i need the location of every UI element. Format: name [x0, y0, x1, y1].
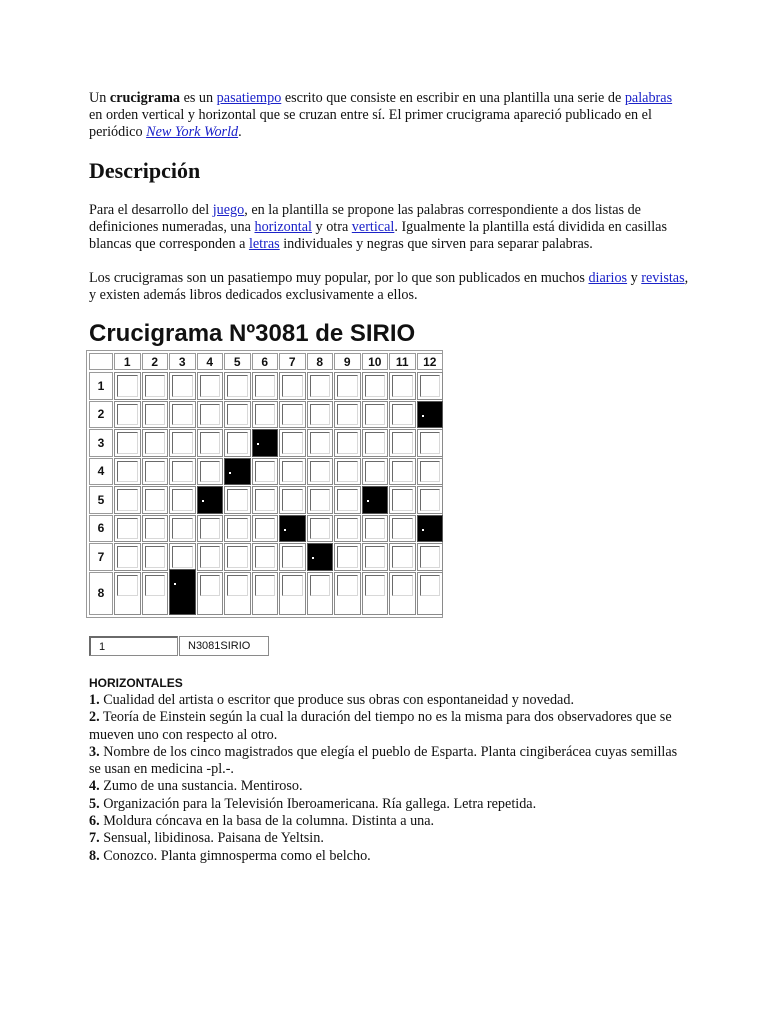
- black-cell: [169, 569, 196, 615]
- crossword-cell[interactable]: [142, 543, 169, 571]
- crossword-cell[interactable]: [197, 515, 224, 543]
- link-horizontal[interactable]: horizontal: [254, 219, 312, 235]
- crossword-cell[interactable]: [334, 543, 361, 571]
- paragraph-text: , y existen además libros dedicados exclusivamente a ellos.: [89, 270, 689, 303]
- crossword-cell[interactable]: [114, 458, 141, 486]
- intro-text: en orden vertical y horizontal que se cruzan entre sí. El primer crucigrama apareció publicado en el periódico: [89, 107, 652, 140]
- paragraph-text: y otra: [312, 219, 352, 235]
- row-header: 8: [89, 572, 113, 615]
- crossword-cell[interactable]: [307, 429, 334, 457]
- crossword-cell[interactable]: [224, 572, 251, 615]
- crossword-cell[interactable]: [279, 486, 306, 514]
- clue-text: Zumo de una sustancia. Mentiroso.: [99, 778, 303, 795]
- clue-item: [89, 796, 689, 813]
- crossword-cell[interactable]: [114, 543, 141, 571]
- link-vertical[interactable]: vertical: [351, 219, 395, 235]
- crossword-cell[interactable]: [362, 372, 389, 400]
- crossword-cell[interactable]: [252, 401, 279, 429]
- crossword-cell[interactable]: [417, 458, 444, 486]
- clue-item: [89, 830, 689, 847]
- crossword-cell[interactable]: [252, 572, 279, 615]
- crossword-cell[interactable]: [334, 486, 361, 514]
- crossword-cell[interactable]: [142, 372, 169, 400]
- crossword-cell[interactable]: [197, 458, 224, 486]
- link-juego[interactable]: juego: [212, 202, 245, 218]
- crossword-cell[interactable]: [142, 486, 169, 514]
- crossword-cell[interactable]: [417, 543, 444, 571]
- crossword-cell[interactable]: [142, 401, 169, 429]
- crossword-cell[interactable]: [169, 401, 196, 429]
- link-revistas[interactable]: revistas: [641, 270, 685, 286]
- row-header: 5: [89, 486, 113, 514]
- crossword-cell[interactable]: [114, 429, 141, 457]
- column-header: 11: [389, 353, 416, 370]
- link-palabras[interactable]: palabras: [624, 90, 673, 106]
- crossword-cell[interactable]: [114, 515, 141, 543]
- crossword-cell[interactable]: [197, 401, 224, 429]
- clue-number: 6.: [89, 813, 100, 830]
- clue-text: Organización para la Televisión Iberoamericana. Ría gallega. Letra repetida.: [99, 795, 537, 812]
- crossword-cell[interactable]: [362, 429, 389, 457]
- column-header: 1: [114, 353, 141, 370]
- row-header: 7: [89, 543, 113, 571]
- crossword-cell[interactable]: [279, 458, 306, 486]
- crossword-cell[interactable]: [279, 372, 306, 400]
- black-cell: [362, 486, 389, 514]
- crossword-cell[interactable]: [197, 572, 224, 615]
- crossword-cell[interactable]: [169, 458, 196, 486]
- clue-item: [89, 813, 689, 830]
- crossword-cell[interactable]: [169, 486, 196, 514]
- crossword-cell[interactable]: [142, 458, 169, 486]
- crossword-cell[interactable]: [142, 429, 169, 457]
- crossword-cell[interactable]: [224, 401, 251, 429]
- crossword-cell[interactable]: [224, 486, 251, 514]
- paragraph-text: individuales y negras que sirven para separar palabras.: [279, 236, 593, 252]
- grid-corner: [89, 353, 113, 370]
- paragraph-text: . Igualmente la plantilla está dividida en casillas blancas que corresponden a: [89, 219, 667, 252]
- crossword-cell[interactable]: [334, 458, 361, 486]
- crossword-cell[interactable]: [389, 515, 416, 543]
- row-header: 3: [89, 429, 113, 457]
- crossword-cell[interactable]: [279, 543, 306, 571]
- black-cell: [417, 401, 444, 429]
- crossword-cell[interactable]: [142, 572, 169, 615]
- row-header: 2: [89, 401, 113, 429]
- clue-number: 4.: [89, 778, 100, 795]
- crossword-cell[interactable]: [307, 515, 334, 543]
- crossword-cell[interactable]: [142, 515, 169, 543]
- clue-text: Teoría de Einstein según la cual la duración del tiempo no es la misma para dos observadores que se mueven uno con respecto al otro.: [89, 709, 672, 743]
- crossword-cell[interactable]: [197, 372, 224, 400]
- clue-item: [89, 848, 689, 865]
- black-cell: [224, 458, 251, 486]
- crossword-cell[interactable]: [252, 458, 279, 486]
- link-pasatiempo[interactable]: pasatiempo: [216, 90, 282, 106]
- column-header: 9: [334, 353, 361, 370]
- clue-item: [89, 709, 689, 744]
- column-header: 12: [417, 353, 444, 370]
- intro-bold-term: crucigrama: [109, 90, 181, 106]
- crossword-cell[interactable]: [252, 515, 279, 543]
- crossword-cell[interactable]: [362, 458, 389, 486]
- crossword-cell[interactable]: [389, 401, 416, 429]
- crossword-cell[interactable]: [334, 572, 361, 615]
- link-letras[interactable]: letras: [248, 236, 280, 252]
- clues-heading: HORIZONTALES: [89, 676, 183, 690]
- crossword-cell[interactable]: [197, 429, 224, 457]
- crossword-cell[interactable]: [224, 543, 251, 571]
- crossword-cell[interactable]: [307, 372, 334, 400]
- clue-text: Conozco. Planta gimnosperma como el belcho.: [99, 847, 371, 864]
- black-cell: [252, 429, 279, 457]
- link-new-york-world[interactable]: New York World: [146, 124, 239, 140]
- column-header: 10: [362, 353, 389, 370]
- crossword-cell[interactable]: [169, 429, 196, 457]
- black-cell: [307, 543, 334, 571]
- crossword-cell[interactable]: [114, 486, 141, 514]
- column-header: 7: [279, 353, 306, 370]
- clue-number: 7.: [89, 830, 100, 847]
- descripcion-paragraph-2: [89, 270, 689, 304]
- crossword-cell[interactable]: [169, 372, 196, 400]
- crossword-cell[interactable]: [389, 572, 416, 615]
- clue-number: 2.: [89, 709, 100, 726]
- clue-number: 5.: [89, 795, 100, 812]
- crossword-cell[interactable]: [389, 543, 416, 571]
- crossword-cell[interactable]: [334, 401, 361, 429]
- black-cell: [279, 515, 306, 543]
- black-cell: [417, 515, 444, 543]
- crossword-cell[interactable]: [334, 515, 361, 543]
- clue-text: Nombre de los cinco magistrados que elegía el pueblo de Esparta. Planta cingiberácea cuyas semillas se usan en medicina -pl.-.: [89, 743, 678, 778]
- link-diarios[interactable]: diarios: [588, 270, 628, 286]
- clue-text: Cualidad del artista o escritor que produce sus obras con espontaneidad y novedad.: [99, 692, 574, 708]
- crossword-cell[interactable]: [334, 429, 361, 457]
- crossword-cell[interactable]: [417, 429, 444, 457]
- intro-text: es un: [180, 90, 217, 106]
- crossword-cell[interactable]: [252, 486, 279, 514]
- column-header: 4: [197, 353, 224, 370]
- column-header: 5: [224, 353, 251, 370]
- row-header: 6: [89, 515, 113, 543]
- crossword-cell[interactable]: [169, 543, 196, 571]
- column-header: 8: [307, 353, 334, 370]
- crossword-cell[interactable]: [279, 401, 306, 429]
- black-cell: [197, 486, 224, 514]
- crossword-cell[interactable]: [389, 429, 416, 457]
- clues-list: [89, 675, 689, 865]
- paragraph-text: , en la plantilla se propone las palabras correspondiente a dos listas de definiciones numeradas, una: [89, 202, 641, 235]
- column-header: 6: [252, 353, 279, 370]
- clue-item: [89, 744, 689, 779]
- section-heading-descripcion: Descripción: [89, 158, 201, 183]
- crossword-title: Crucigrama Nº3081 de SIRIO: [89, 320, 416, 347]
- row-header: 4: [89, 458, 113, 486]
- crossword-cell[interactable]: [362, 572, 389, 615]
- crossword-cell[interactable]: [114, 401, 141, 429]
- crossword-cell[interactable]: [389, 372, 416, 400]
- crossword-cell[interactable]: [279, 429, 306, 457]
- clue-text: Sensual, libidinosa. Paisana de Yeltsin.: [99, 830, 324, 847]
- crossword-cell[interactable]: [114, 372, 141, 400]
- crossword-cell[interactable]: [417, 572, 444, 615]
- paragraph-text: y: [627, 270, 642, 286]
- clue-item: [89, 692, 689, 709]
- column-header: 3: [169, 353, 196, 370]
- clue-number: 8.: [89, 847, 100, 864]
- crossword-id-field[interactable]: N3081SIRIO: [179, 636, 269, 656]
- clue-number: 1.: [89, 692, 100, 708]
- crossword-cell[interactable]: [362, 515, 389, 543]
- crossword-cell[interactable]: [362, 543, 389, 571]
- clue-item: [89, 778, 689, 795]
- clue-number: 3.: [89, 743, 100, 760]
- crossword-cell[interactable]: [362, 401, 389, 429]
- descripcion-paragraph-1: [89, 202, 689, 253]
- crossword-cell[interactable]: [307, 401, 334, 429]
- crossword-cell[interactable]: [279, 572, 306, 615]
- crossword-cell[interactable]: [224, 429, 251, 457]
- crossword-cell[interactable]: [334, 372, 361, 400]
- paragraph-text: Los crucigramas son un pasatiempo muy popular, por lo que son publicados en muchos: [89, 270, 589, 286]
- intro-text: escrito que consiste en escribir en una plantilla una serie de: [281, 90, 625, 106]
- intro-text: Un: [89, 90, 110, 106]
- crossword-cell[interactable]: [252, 372, 279, 400]
- crossword-cell[interactable]: [224, 372, 251, 400]
- crossword-cell[interactable]: [307, 486, 334, 514]
- crossword-cell[interactable]: [224, 515, 251, 543]
- crossword-cell[interactable]: [389, 458, 416, 486]
- crossword-cell[interactable]: [417, 372, 444, 400]
- number-input[interactable]: 1: [89, 636, 178, 656]
- crossword-grid: [86, 350, 443, 618]
- crossword-cell[interactable]: [169, 515, 196, 543]
- intro-text: .: [238, 124, 242, 140]
- crossword-cell[interactable]: [389, 486, 416, 514]
- crossword-cell[interactable]: [114, 572, 141, 615]
- crossword-cell[interactable]: [197, 543, 224, 571]
- column-header: 2: [142, 353, 169, 370]
- crossword-cell[interactable]: [417, 486, 444, 514]
- intro-paragraph: [89, 90, 689, 141]
- clue-text: Moldura cóncava en la basa de la columna. Distinta a una.: [99, 813, 435, 830]
- crossword-cell[interactable]: [307, 572, 334, 615]
- row-header: 1: [89, 372, 113, 400]
- paragraph-text: Para el desarrollo del: [89, 202, 213, 218]
- crossword-cell[interactable]: [307, 458, 334, 486]
- crossword-cell[interactable]: [252, 543, 279, 571]
